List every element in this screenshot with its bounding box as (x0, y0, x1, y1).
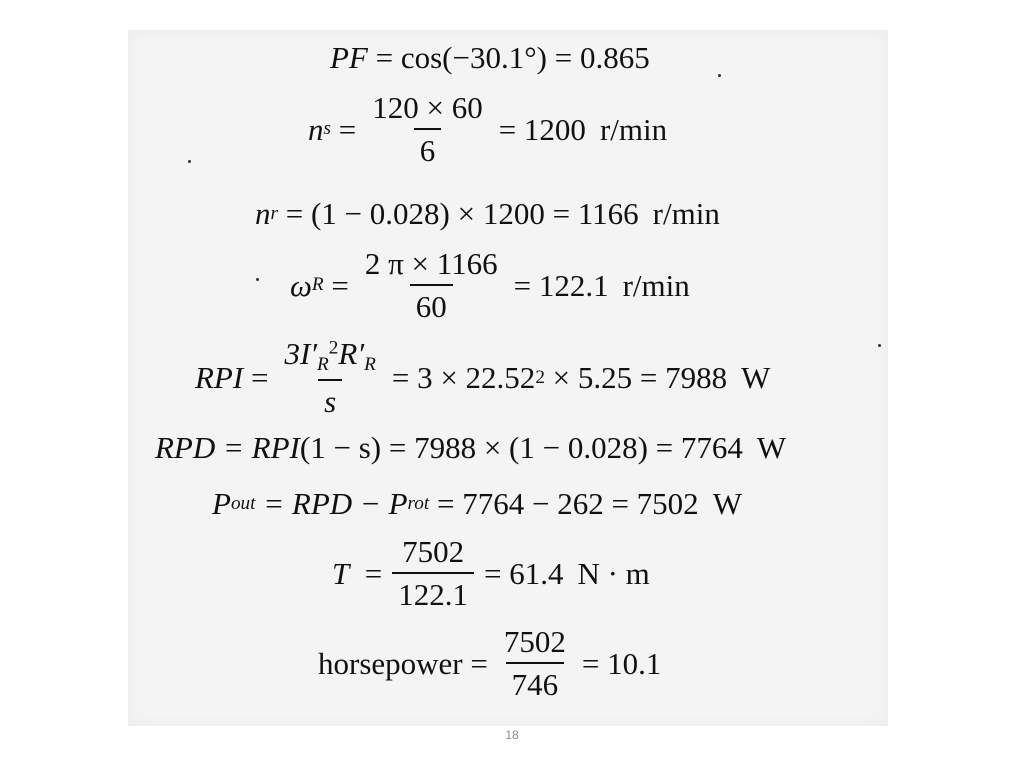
equation-rotor-speed (255, 198, 720, 229)
wr-subscript: R (311, 274, 324, 296)
nr-unit: r/min (652, 196, 720, 231)
t-unit: N · m (577, 555, 650, 591)
wr-fraction (359, 248, 504, 322)
scan-speck (718, 74, 721, 77)
t-numerator: 7502 (402, 534, 465, 569)
equation-torque (332, 536, 650, 610)
rpi-fraction (278, 338, 381, 417)
pout-symbol: P (212, 486, 231, 521)
pout-subscript: out (230, 492, 256, 514)
scan-speck (256, 278, 259, 281)
t-fraction (392, 536, 474, 610)
scan-speck (878, 344, 881, 347)
ns-result: = 1200 (498, 111, 586, 147)
t-symbol: T (332, 555, 350, 591)
rpi-expression-a: = 3 × 22.52 (391, 359, 536, 395)
equation-angular-speed: ω R = $\frac{2 \pi \times 1166}{60}$ = 122.1 r/min (290, 246, 690, 324)
pout-expression: = 7764 − 262 = 7502 (436, 486, 699, 521)
hp-label: horsepower (318, 645, 463, 681)
hp-denominator: 746 (506, 662, 565, 700)
pout-middle: = RPD − P (263, 486, 408, 521)
nr-expression: = (1 − 0.028) × 1200 = 1166 (285, 196, 639, 231)
wr-unit: r/min (622, 267, 690, 303)
nr-symbol: n (255, 196, 271, 231)
ns-subscript: s (323, 118, 331, 140)
pf-symbol: PF (330, 40, 368, 75)
prot-subscript: rot (407, 492, 430, 514)
t-equals: = (364, 555, 383, 591)
rpi-num-resistance: R′ (338, 336, 365, 371)
ns-denominator: 6 (414, 128, 442, 166)
rpi-num-current: 3I′ (284, 336, 318, 371)
wr-denominator: 60 (410, 284, 453, 322)
rpi-numerator (278, 338, 381, 379)
pout-unit: W (712, 486, 742, 521)
wr-symbol: ω (290, 267, 312, 303)
equation-rotor-power-input: RPI = $\frac{3I'_R^2R'_R}{s}$ = 3 × 22.52 2 × 5.25 = 7988 W (195, 336, 771, 419)
t-result: = 61.4 (483, 555, 564, 591)
equation-output-power (212, 488, 742, 519)
equation-power-factor (330, 42, 650, 73)
hp-numerator: 7502 (503, 624, 566, 659)
rpi-num-sub2: R (364, 353, 376, 375)
wr-result: = 122.1 (513, 267, 609, 303)
rpi-unit: W (741, 359, 771, 395)
rpi-symbol: RPI (195, 359, 244, 395)
ns-fraction (366, 92, 488, 166)
ns-symbol: n (308, 111, 324, 147)
t-denominator: 122.1 (392, 572, 474, 610)
equation-horsepower (318, 626, 661, 700)
equation-rotor-power-developed (155, 432, 786, 463)
equation-synchronous-speed: n s = $\frac{120 \times 60}{6}$ = 1200 r/min (308, 90, 668, 168)
rpi-num-sup: 2 (328, 337, 339, 359)
ns-unit: r/min (599, 111, 668, 147)
rpi-expression-sup: 2 (535, 366, 545, 388)
ns-numerator: 120 × 60 (372, 90, 483, 125)
scan-speck (188, 160, 191, 163)
rpd-unit: W (756, 430, 787, 465)
wr-numerator: 2 π × 1166 (364, 246, 498, 281)
rpi-denominator: s (318, 379, 342, 417)
rpd-symbol: RPD (155, 430, 216, 465)
rpi-expression-b: × 5.25 = 7988 (552, 359, 728, 395)
rpd-expression-b: (1 − s) = 7988 × (1 − 0.028) = 7764 (299, 430, 743, 465)
nr-subscript: r (270, 202, 278, 224)
page-number: 18 (505, 728, 519, 742)
hp-equals: = (470, 645, 488, 681)
rpd-expression-a: = RPI (223, 430, 300, 465)
pf-expression: = cos(−30.1°) = 0.865 (375, 40, 650, 75)
hp-result: = 10.1 (581, 645, 662, 681)
hp-fraction (498, 626, 572, 700)
rpi-num-sub1: R (317, 353, 329, 375)
